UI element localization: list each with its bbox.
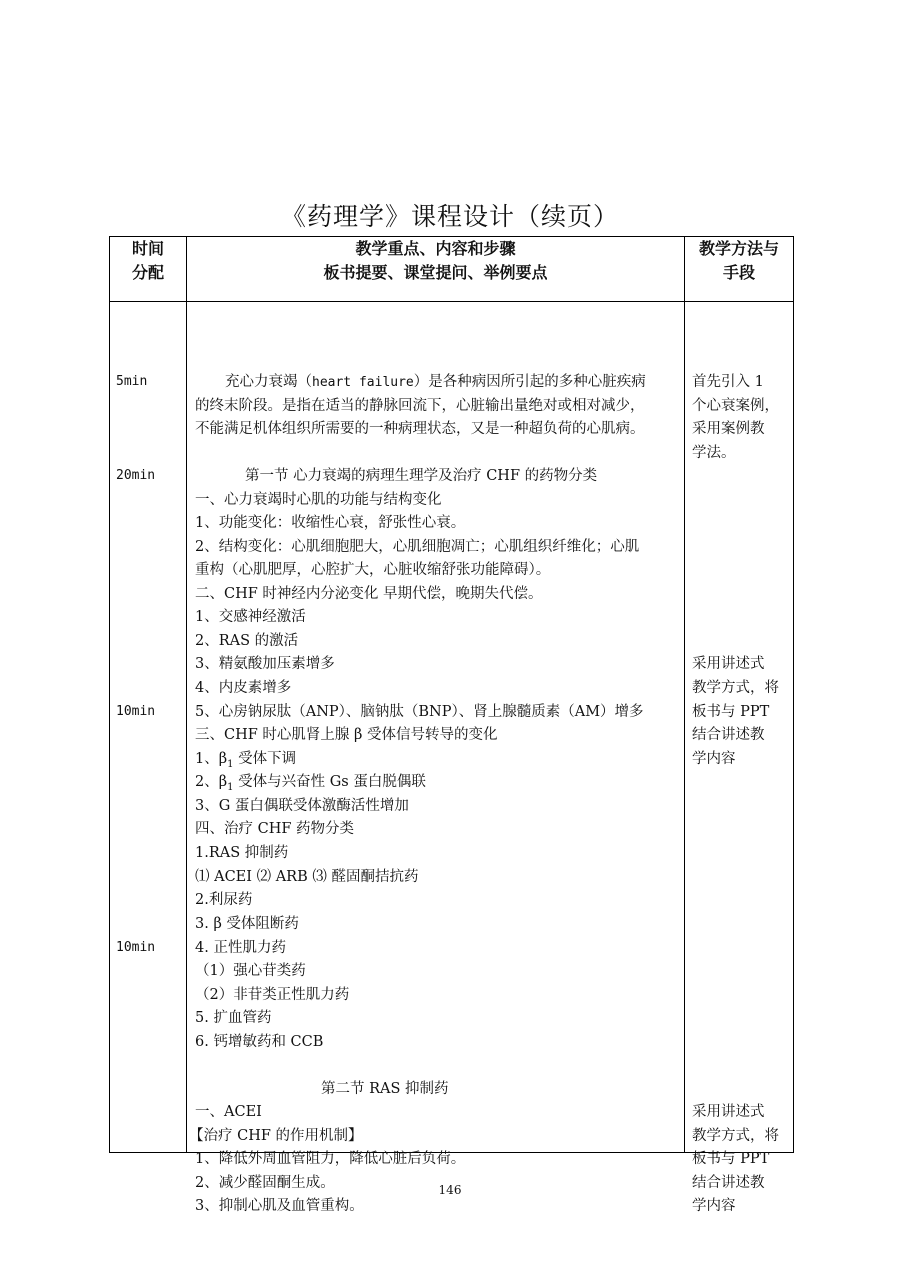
outline-item: 3. β 受体阻断药: [195, 916, 299, 932]
time-entry: 20min: [116, 468, 156, 483]
section-heading: 第二节 RAS 抑制药: [321, 1081, 449, 1097]
outline-item: 2、结构变化：心肌细胞肥大，心肌细胞凋亡；心肌组织纤维化；心肌: [195, 539, 640, 555]
intro-line: 不能满足机体组织所需要的一种病理状态，又是一种超负荷的心肌病。: [195, 421, 645, 437]
header-method: 教学方法与 手段: [685, 237, 794, 302]
table-body-row: [110, 302, 794, 1153]
method-line: 板书与 PPT: [692, 1151, 770, 1167]
method-line: 学内容: [692, 751, 736, 767]
section-heading: 第一节 心力衰竭的病理生理学及治疗 CHF 的药物分类: [245, 468, 598, 484]
method-line: 结合讲述教: [692, 727, 765, 743]
outline-item: 5. 扩血管药: [195, 1010, 272, 1026]
outline-item: （1）强心苷类药: [195, 963, 306, 979]
intro-line: 的终末阶段。是指在适当的静脉回流下，心脏输出量绝对或相对减少，: [195, 398, 645, 414]
outline-item: 重构（心肌肥厚，心腔扩大，心脏收缩舒张功能障碍）。: [195, 562, 551, 578]
header-time: 时间 分配: [110, 237, 187, 302]
outline-item: 4、内皮素增多: [195, 680, 292, 696]
outline-item: 四、治疗 CHF 药物分类: [195, 821, 355, 837]
outline-item: 3、G 蛋白偶联受体激酶活性增加: [195, 798, 409, 814]
outline-item: 1、交感神经激活: [195, 609, 306, 625]
outline-item: 3、抑制心肌及血管重构。: [195, 1198, 364, 1214]
outline-item: 一、心力衰竭时心肌的功能与结构变化: [195, 492, 442, 508]
method-line: 采用案例教: [692, 421, 765, 437]
outline-item: 2、$\beta_1$ 受体与兴奋性 Gs 蛋白脱偶联: [195, 774, 426, 793]
outline-item: 5、心房钠尿肽（ANP）、脑钠肽（BNP）、肾上腺髓质素（AM）增多: [195, 704, 644, 720]
method-line: 教学方式，将: [692, 680, 779, 696]
outline-item: 6. 钙增敏药和 CCB: [195, 1034, 324, 1050]
page-number: 146: [438, 1183, 462, 1197]
outline-item: 【治疗 CHF 的作用机制】: [189, 1128, 363, 1144]
intro-line: 充心力衰竭（heart failure）是各种病因所引起的多种心脏疾病: [225, 374, 646, 390]
outline-item: 2、RAS 的激活: [195, 633, 299, 649]
outline-item: （2）非苷类正性肌力药: [195, 987, 350, 1003]
outline-item: 4. 正性肌力药: [195, 940, 286, 956]
method-line: 首先引入 1: [692, 374, 764, 390]
method-line: 板书与 PPT: [692, 704, 770, 720]
method-line: 结合讲述教: [692, 1175, 765, 1191]
method-column: [685, 302, 794, 1214]
time-entry: 5min: [116, 374, 148, 389]
outline-item: 一、ACEI: [195, 1104, 262, 1120]
method-line: 采用讲述式: [692, 1104, 765, 1120]
outline-item: ⑴ ACEI ⑵ ARB ⑶ 醛固酮拮抗药: [195, 869, 419, 885]
method-line: 学法。: [692, 445, 736, 461]
outline-item: 二、CHF 时神经内分泌变化 早期代偿，晚期失代偿。: [195, 586, 543, 602]
outline-item: 2、减少醛固酮生成。: [195, 1175, 335, 1191]
method-line: 学内容: [692, 1198, 736, 1214]
outline-item: 1.RAS 抑制药: [195, 845, 289, 861]
method-line: 教学方式，将: [692, 1128, 779, 1144]
method-line: 个心衰案例，: [692, 398, 779, 414]
outline-item: 1、$\beta_1$ 受体下调: [195, 751, 297, 770]
time-entry: 10min: [116, 940, 156, 955]
header-content: 教学重点、内容和步骤 板书提要、课堂提问、举例要点: [187, 237, 685, 302]
time-column: [110, 302, 187, 1153]
outline-item: 1、降低外周血管阻力，降低心脏后负荷。: [195, 1151, 466, 1167]
outline-item: 2.利尿药: [195, 892, 253, 908]
page-title: 《药理学》课程设计（续页）: [280, 202, 619, 231]
outline-item: 三、CHF 时心肌肾上腺 β 受体信号转导的变化: [195, 727, 498, 743]
method-line: 采用讲述式: [692, 656, 765, 672]
time-entry: 10min: [116, 704, 156, 719]
outline-item: 1、功能变化：收缩性心衰，舒张性心衰。: [195, 515, 466, 531]
outline-item: 3、精氨酸加压素增多: [195, 656, 335, 672]
table-header-row: [110, 237, 794, 302]
